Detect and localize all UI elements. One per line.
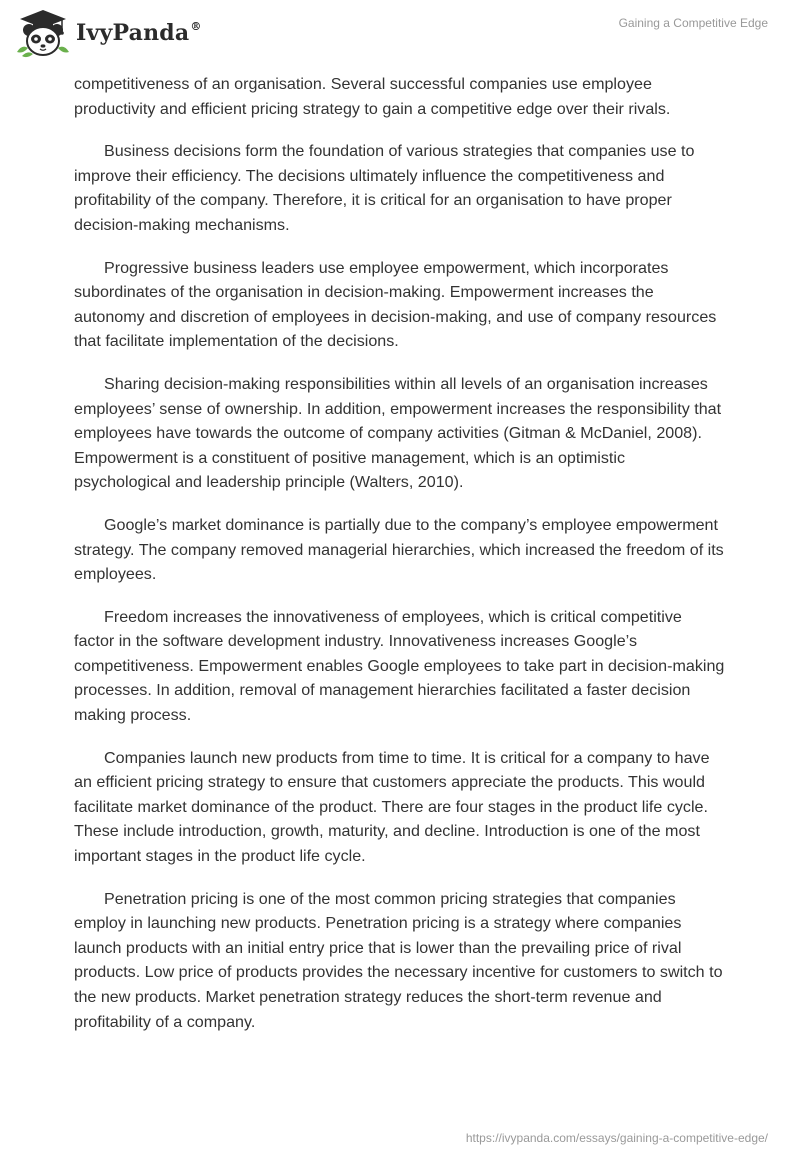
paragraph: Penetration pricing is one of the most common pricing strategies that companies employ in launching new products. Penetration pricing is a strategy where companies launch products with an initial entry price that is lower than the prevailing price of rival products. Low price of products provides the necessary incentive for customers to switch to the new products. Market penetration strategy reduces the short-term revenue and profitability of a company. xyxy=(74,889,723,1031)
page-header xyxy=(0,0,800,66)
paragraph: Companies launch new products from time to time. It is critical for a company to have an efficient pricing strategy to ensure that customers appreciate the products. This would facilitate market dominance of the product. There are four stages in the product life cycle. These include introduction, growth, maturity, and decline. Introduction is one of the most important stages in the product life cycle. xyxy=(74,748,710,866)
paragraph: Progressive business leaders use employee empowerment, which incorporates subordinates of the organisation in decision-making. Empowerment increases the autonomy and discretion of employees in decision-making, and use of company resources that facilitate implementation of the decisions. xyxy=(74,258,717,351)
paragraph: Freedom increases the innovativeness of employees, which is critical competitive factor in the software development industry. Innovativeness increases Google’s competitiveness. Empowerment enables Google employees to take part in decision-making processes. In addition, removal of management hierarchies facilitated a faster decision making process. xyxy=(74,607,725,725)
paragraph: Sharing decision-making responsibilities within all levels of an organisation increases employees’ sense of ownership. In addition, empowerment increases the responsibility that employees have towards the outcome of company activities (Gitman & McDaniel, 2008). Empowerment is a constituent of positive management, which is an optimistic psychological and leadership principle (Walters, 2010). xyxy=(74,374,722,492)
panda-logo-icon xyxy=(14,8,72,58)
source-url-link[interactable]: https://ivypanda.com/essays/gaining-a-competitive-edge/ xyxy=(465,1131,768,1145)
paragraph: Google’s market dominance is partially due to the company’s employee empowerment strategy. The company removed managerial hierarchies, which increased the freedom of its employees. xyxy=(74,515,724,584)
document-title: Gaining a Competitive Edge xyxy=(618,16,768,30)
brand-name: IvyPanda® xyxy=(76,20,202,46)
brand-logo[interactable] xyxy=(14,8,202,58)
essay-body xyxy=(74,72,726,1052)
paragraph: competitiveness of an organisation. Several successful companies use employee productivity and efficient pricing strategy to gain a competitive edge over their rivals. xyxy=(74,75,671,118)
paragraph: Business decisions form the foundation of various strategies that companies use to improve their efficiency. The decisions ultimately influence the competitiveness and profitability of the company. Therefore, it is critical for an organisation to have proper decision-making mechanisms. xyxy=(74,142,695,234)
